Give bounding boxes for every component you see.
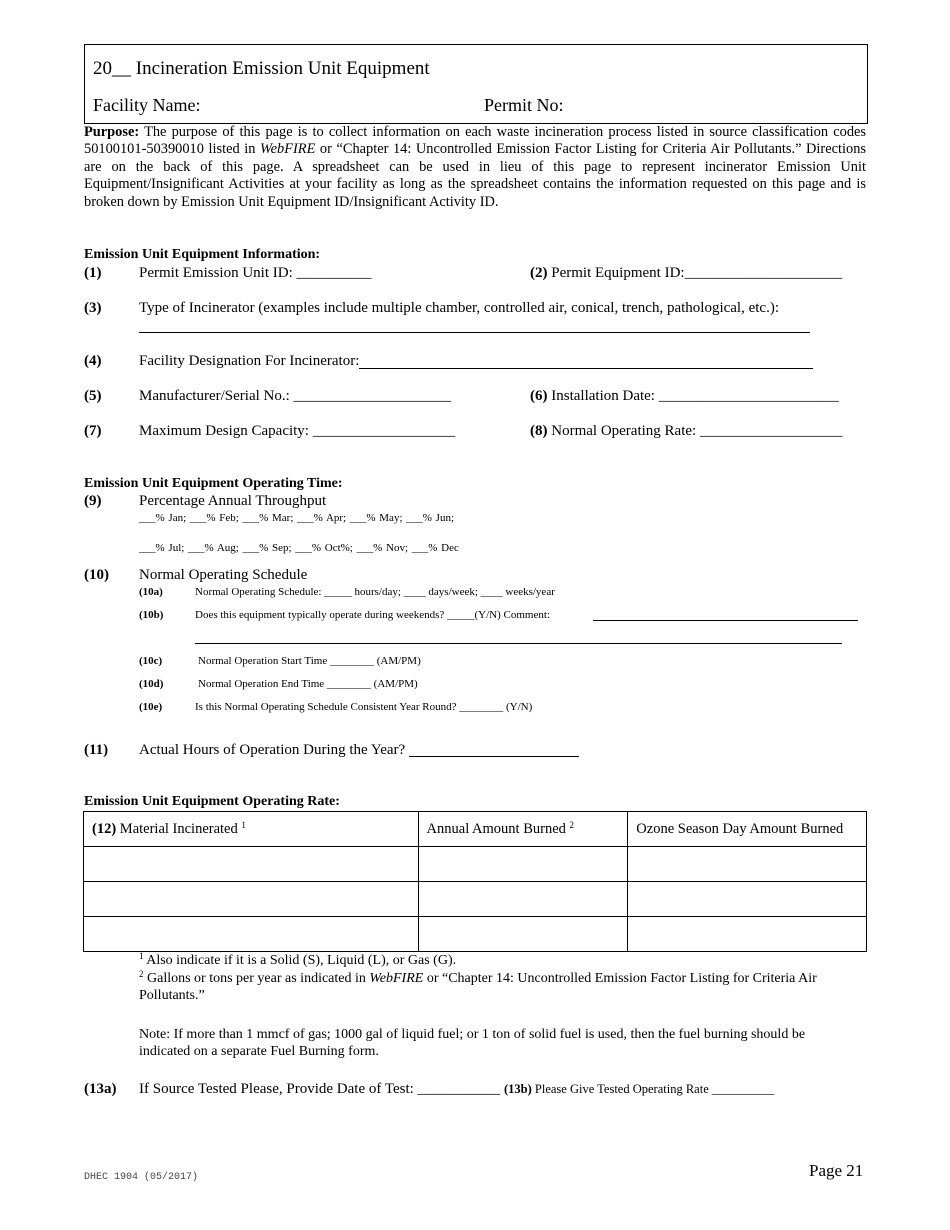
comment-field[interactable] (593, 620, 858, 621)
q13b-number: (13b) (504, 1082, 532, 1096)
facility-designation-label: Facility Designation For Incinerator: (139, 353, 360, 369)
q10a-number: (10a) (139, 586, 163, 598)
permit-emission-unit-id-field[interactable]: Permit Emission Unit ID: __________ (139, 265, 372, 281)
info-heading: Emission Unit Equipment Information: (84, 247, 321, 262)
page-title: 20__ Incineration Emission Unit Equipment (93, 58, 430, 79)
material-cell[interactable] (84, 882, 419, 917)
q13a-number: (13a) (84, 1081, 117, 1097)
purpose-label: Purpose: (84, 124, 140, 140)
purpose-text-2: or “Chapter 14: Uncontrolled Emission Factor Listing for Criteria Air Pollutants.” Directions are on the back of this page. A spreadsheet can be used in lieu of this page to represent incinerator Emission Unit Equipment/Insignificant Activities at your facility as long as the spreadsheet contains the information requested on this page and is broken down by Emission Unit Equipment ID/Insignificant Activity ID. (84, 141, 866, 210)
comment-field-line-2[interactable] (195, 643, 842, 644)
purpose-paragraph (84, 124, 866, 211)
throughput-months-row-2[interactable]: ___% Jul; ___% Aug; ___% Sep; ___% Oct%; ___% Nov; ___% Dec (139, 542, 459, 554)
material-cell[interactable] (84, 917, 419, 952)
ozone-season-header: Ozone Season Day Amount Burned (628, 812, 867, 847)
material-cell[interactable] (84, 847, 419, 882)
fuel-note: Note: If more than 1 mmcf of gas; 1000 gal of liquid fuel; or 1 ton of solid fuel is used, then the fuel burning should be indicated on a separate Fuel Burning form. (139, 1027, 806, 1059)
operating-rate-table (83, 811, 867, 952)
q13b-label: Please Give Tested Operating Rate __________ (531, 1082, 775, 1096)
q9-number: (9) (84, 493, 102, 509)
manufacturer-serial-field[interactable]: Manufacturer/Serial No.: _____________________ (139, 388, 452, 404)
q8-label: Normal Operating Rate: ___________________ (547, 423, 843, 439)
permit-equipment-id-field[interactable] (530, 265, 842, 282)
time-heading: Emission Unit Equipment Operating Time: (84, 476, 343, 491)
start-time-field[interactable]: Normal Operation Start Time ________ (AM/PM) (198, 655, 421, 667)
table-row (84, 847, 867, 882)
q6-number: (6) (530, 388, 548, 404)
tested-operating-rate-field[interactable] (504, 1082, 774, 1097)
q2-label: Permit Equipment ID:_____________________ (547, 265, 843, 281)
facility-designation-field[interactable] (359, 368, 813, 369)
actual-hours-field[interactable] (409, 756, 579, 757)
schedule-label: Normal Operating Schedule (139, 567, 308, 583)
q4-number: (4) (84, 353, 102, 369)
year-round-field[interactable]: Is this Normal Operating Schedule Consistent Year Round? ________ (Y/N) (195, 701, 533, 713)
rate-heading: Emission Unit Equipment Operating Rate: (84, 794, 340, 809)
annual-amount-cell[interactable] (418, 847, 628, 882)
q3-number: (3) (84, 300, 102, 316)
throughput-label: Percentage Annual Throughput (139, 493, 327, 509)
normal-operating-rate-field[interactable] (530, 423, 842, 440)
max-design-capacity-field[interactable]: Maximum Design Capacity: ___________________ (139, 423, 456, 439)
test-date-field[interactable]: If Source Tested Please, Provide Date of Test: ___________ (139, 1081, 501, 1097)
actual-hours-label: Actual Hours of Operation During the Year? (139, 742, 406, 758)
q11-number: (11) (84, 742, 109, 758)
installation-date-field[interactable] (530, 388, 839, 405)
schedule-hours-days-weeks-field[interactable]: Normal Operating Schedule: _____ hours/day; ____ days/week; ____ weeks/year (195, 586, 555, 598)
purpose-text-1: The purpose of this page is to collect information on each waste incineration process listed in source classification codes 50100101-50390010 listed in (84, 124, 866, 158)
page-number: Page 21 (809, 1161, 864, 1180)
table-row (84, 882, 867, 917)
footnote-2: $^2$ Gallons or tons per year as indicated in WebFIRE or “Chapter 14: Uncontrolled Emission Factor Listing for Criteria Air Pollutants.” (139, 969, 817, 1003)
annual-amount-cell[interactable] (418, 882, 628, 917)
header-box (84, 44, 868, 124)
table-header-row (84, 812, 867, 847)
ozone-season-cell[interactable] (628, 882, 867, 917)
table-row (84, 917, 867, 952)
q6-label: Installation Date: ________________________ (547, 388, 839, 404)
permit-no-label[interactable]: Permit No: (484, 95, 564, 115)
weekend-operation-field[interactable]: Does this equipment typically operate during weekends? _____(Y/N) Comment: (195, 609, 550, 621)
form-id: DHEC 1904 (05/2017) (84, 1172, 199, 1183)
incinerator-type-label: Type of Incinerator (examples include multiple chamber, controlled air, conical, trench, pathological, etc.): (139, 300, 779, 316)
webfire-text: WebFIRE (259, 141, 316, 158)
ozone-season-cell[interactable] (628, 917, 867, 952)
annual-amount-header: Annual Amount Burned $^2$ (418, 812, 628, 847)
q2-number: (2) (530, 265, 548, 281)
end-time-field[interactable]: Normal Operation End Time ________ (AM/PM) (198, 678, 418, 690)
q10d-number: (10d) (139, 678, 164, 690)
incinerator-type-field[interactable] (139, 332, 810, 333)
q10b-number: (10b) (139, 609, 164, 621)
q7-number: (7) (84, 423, 102, 439)
ozone-season-cell[interactable] (628, 847, 867, 882)
q1-number: (1) (84, 265, 102, 281)
facility-name-label[interactable]: Facility Name: (93, 95, 201, 115)
annual-amount-cell[interactable] (418, 917, 628, 952)
throughput-months-row-1[interactable]: ___% Jan; ___% Feb; ___% Mar; ___% Apr; ___% May; ___% Jun; (139, 512, 454, 524)
q8-number: (8) (530, 423, 548, 439)
q10c-number: (10c) (139, 655, 163, 667)
q10e-number: (10e) (139, 701, 163, 713)
footnote-1: $^1$ Also indicate if it is a Solid (S), Liquid (L), or Gas (G). (139, 951, 457, 968)
material-incinerated-header: (12) Material Incinerated $^1$ (84, 812, 419, 847)
q10-number: (10) (84, 567, 109, 583)
q5-number: (5) (84, 388, 102, 404)
